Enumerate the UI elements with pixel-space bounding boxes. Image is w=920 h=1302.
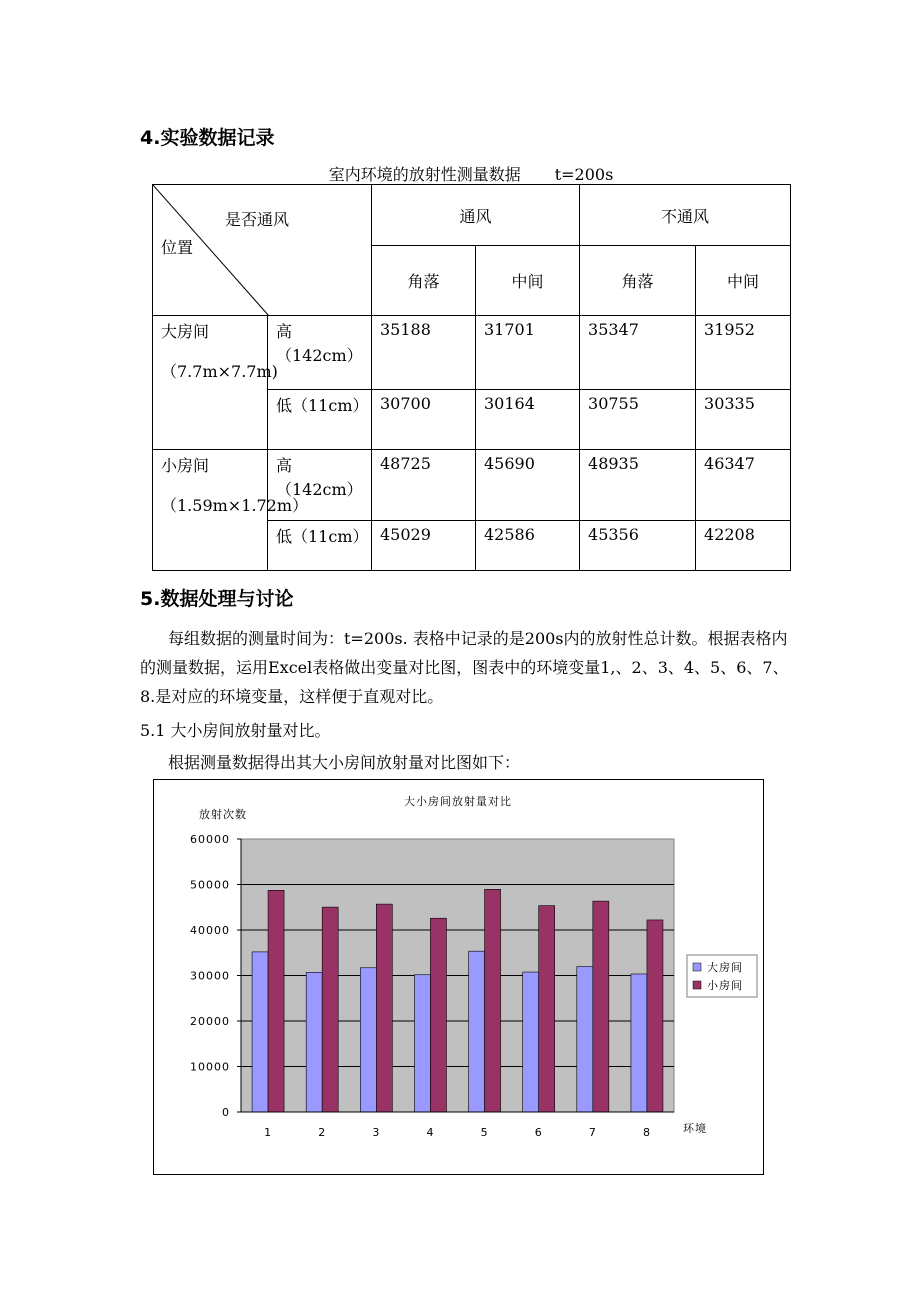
x-tick-label: 1 bbox=[264, 1126, 273, 1139]
legend-swatch-large-room bbox=[693, 963, 701, 971]
paragraph-method: 每组数据的测量时间为：t=200s. 表格中记录的是200s内的放射性总计数。根据表格内的测量数据，运用Excel表格做出变量对比图，图表中的环境变量1,、2、3、4、5、6、7、8.是对应的环境变量，这样便于直观对比。 bbox=[140, 629, 789, 706]
value-cell: 30700 bbox=[372, 390, 476, 450]
y-tick-label: 20000 bbox=[190, 1015, 230, 1028]
room-cell-large bbox=[153, 316, 278, 450]
y-tick-label: 30000 bbox=[190, 969, 230, 983]
paragraph-chart-intro: 根据测量数据得出其大小房间放射量对比图如下： bbox=[168, 753, 521, 772]
y-tick-label: 10000 bbox=[190, 1060, 230, 1074]
room-size: （1.59m×1.72m） bbox=[161, 496, 309, 515]
caption-text: 室内环境的放射性测量数据 bbox=[328, 165, 521, 184]
bar-small-room bbox=[268, 890, 284, 1112]
table-row bbox=[153, 450, 791, 521]
legend-label-large-room: 大房间 bbox=[707, 961, 743, 974]
legend-label-small-room: 小房间 bbox=[707, 979, 743, 992]
value-cell: 45690 bbox=[476, 450, 580, 521]
value-cell: 42586 bbox=[476, 521, 580, 571]
room-name: 小房间 bbox=[161, 456, 210, 475]
value-cell: 45029 bbox=[372, 521, 476, 571]
y-tick-label: 40000 bbox=[190, 924, 230, 937]
header-position-label: 位置 bbox=[161, 238, 194, 257]
chart-title: 大小房间放射量对比 bbox=[404, 795, 512, 808]
subsection-5-1: 5.1 大小房间放射量对比。 bbox=[140, 721, 331, 740]
value-cell: 48725 bbox=[372, 450, 476, 521]
y-tick-label: 60000 bbox=[190, 833, 230, 846]
bar-large-room bbox=[523, 972, 539, 1112]
height-cell: 高（142cm） bbox=[268, 316, 372, 390]
room-cell-small bbox=[153, 450, 309, 571]
bar-large-room bbox=[414, 975, 430, 1112]
value-cell: 45356 bbox=[580, 521, 696, 571]
value-cell: 48935 bbox=[580, 450, 696, 521]
y-tick-label: 50000 bbox=[190, 878, 230, 892]
caption-time: t=200s bbox=[554, 165, 614, 184]
x-tick-label: 3 bbox=[372, 1126, 381, 1139]
bar-small-room bbox=[647, 920, 663, 1112]
section-4-heading: 4.实验数据记录 bbox=[140, 127, 275, 149]
header-vent-middle: 中间 bbox=[476, 246, 580, 316]
header-ventilated: 通风 bbox=[372, 185, 580, 246]
height-cell: 低（11cm） bbox=[268, 390, 372, 450]
x-tick-label: 4 bbox=[426, 1126, 435, 1139]
bar-large-room bbox=[306, 972, 322, 1112]
x-tick-label: 5 bbox=[480, 1126, 489, 1139]
bar-large-room bbox=[360, 968, 376, 1112]
bar-small-room bbox=[322, 907, 338, 1112]
height-cell: 高（142cm） bbox=[268, 450, 372, 521]
value-cell: 31952 bbox=[696, 316, 791, 390]
x-tick-label: 6 bbox=[534, 1126, 543, 1139]
measurement-table bbox=[152, 184, 791, 571]
room-name: 大房间 bbox=[161, 322, 210, 341]
header-not-ventilated: 不通风 bbox=[580, 185, 791, 246]
room-size: （7.7m×7.7m) bbox=[161, 362, 278, 381]
bar-large-room bbox=[469, 951, 485, 1112]
bar-small-room bbox=[485, 889, 501, 1112]
value-cell: 30164 bbox=[476, 390, 580, 450]
bar-small-room bbox=[376, 904, 392, 1112]
bar-large-room bbox=[252, 952, 268, 1112]
section-5-heading: 5.数据处理与讨论 bbox=[140, 588, 294, 610]
bar-small-room bbox=[539, 906, 555, 1112]
value-cell: 31701 bbox=[476, 316, 580, 390]
table-caption bbox=[152, 162, 790, 185]
x-tick-label: 7 bbox=[588, 1126, 597, 1139]
diagonal-header-cell bbox=[153, 185, 372, 316]
header-ventilation-label: 是否通风 bbox=[225, 210, 290, 229]
bar-small-room bbox=[430, 918, 446, 1112]
value-cell: 30755 bbox=[580, 390, 696, 450]
y-tick-label: 0 bbox=[222, 1106, 230, 1119]
header-vent-corner: 角落 bbox=[372, 246, 476, 316]
chart-x-axis-label: 环境 bbox=[683, 1122, 707, 1135]
bar-large-room bbox=[631, 974, 647, 1112]
table-row bbox=[153, 316, 791, 390]
room-comparison-chart bbox=[153, 779, 764, 1175]
header-novent-middle: 中间 bbox=[696, 246, 791, 316]
value-cell: 42208 bbox=[696, 521, 791, 571]
x-tick-label: 8 bbox=[642, 1126, 651, 1139]
legend-swatch-small-room bbox=[693, 981, 701, 989]
value-cell: 35188 bbox=[372, 316, 476, 390]
chart-y-axis-label: 放射次数 bbox=[199, 808, 247, 821]
value-cell: 30335 bbox=[696, 390, 791, 450]
bar-large-room bbox=[577, 967, 593, 1112]
height-cell: 低（11cm） bbox=[268, 521, 372, 571]
value-cell: 35347 bbox=[580, 316, 696, 390]
x-tick-label: 2 bbox=[318, 1126, 327, 1139]
bar-small-room bbox=[593, 901, 609, 1112]
value-cell: 46347 bbox=[696, 450, 791, 521]
header-novent-corner: 角落 bbox=[580, 246, 696, 316]
